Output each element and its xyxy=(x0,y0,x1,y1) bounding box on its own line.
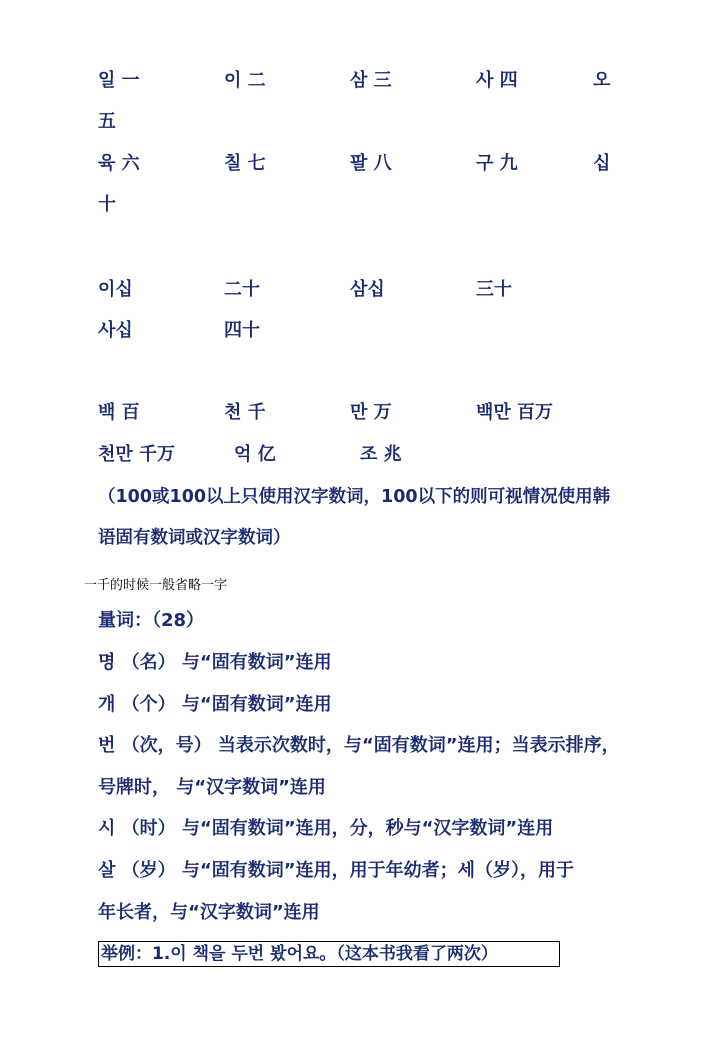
tens-30-korean: 삼십 xyxy=(350,279,385,300)
usage-note-text-1: （100或100以上只使用汉字数词，100以下的则可视情况使用韩 xyxy=(98,487,611,507)
example-text: 举例：1.이 책을 두번 봤어요。（这本书我看了两次） xyxy=(101,944,498,964)
number-9: 구 九 xyxy=(476,153,518,174)
tens-20-korean: 이십 xyxy=(98,279,133,300)
counter-myeong: 명 （名） 与“固有数词”连用 xyxy=(98,652,332,673)
counter-gae: 개 （个） 与“固有数词”连用 xyxy=(98,694,332,715)
counter-se-continued: 年长者，与“汉字数词”连用 xyxy=(98,902,320,923)
counter-si: 시 （时） 与“固有数词”连用，分，秒与“汉字数词”连用 xyxy=(98,818,554,839)
tens-30-hanja: 三十 xyxy=(476,279,512,300)
number-1: 일 一 xyxy=(98,70,140,91)
number-5-korean: 오 xyxy=(593,70,611,91)
counters-title: 量词：（28） xyxy=(98,610,205,631)
number-5-hanja: 五 xyxy=(98,111,116,132)
number-ten-thousand: 만 万 xyxy=(350,402,392,423)
number-hundred-million: 억 亿 xyxy=(234,444,276,465)
number-thousand: 천 千 xyxy=(224,402,266,423)
counter-sal: 살 （岁） 与“固有数词”连用，用于年幼者；세（岁），用于 xyxy=(98,860,574,881)
number-2: 이 二 xyxy=(224,70,266,91)
tens-20-hanja: 二十 xyxy=(224,279,260,300)
counter-beon-continued: 号牌时， 与“汉字数词”连用 xyxy=(98,777,326,798)
number-6: 육 六 xyxy=(98,153,140,174)
counter-beon: 번 （次，号） 当表示次数时，与“固有数词”连用；当表示排序， xyxy=(98,735,620,756)
number-10-korean: 십 xyxy=(593,153,611,174)
number-7: 칠 七 xyxy=(224,153,266,174)
number-million: 백만 百万 xyxy=(476,402,554,423)
tens-40-korean: 사십 xyxy=(98,320,133,341)
number-ten-million: 천만 千万 xyxy=(98,444,176,465)
usage-note-text-2: 语固有数词或汉字数词） xyxy=(98,528,291,548)
number-8: 팔 八 xyxy=(350,153,392,174)
tens-40-hanja: 四十 xyxy=(224,320,260,341)
small-note-text: 一千的时候一般省略一字 xyxy=(84,578,228,593)
number-4: 사 四 xyxy=(476,70,518,91)
number-hundred: 백 百 xyxy=(98,402,140,423)
number-10-hanja: 十 xyxy=(98,194,116,215)
number-trillion: 조 兆 xyxy=(360,444,402,465)
number-3: 삼 三 xyxy=(350,70,392,91)
